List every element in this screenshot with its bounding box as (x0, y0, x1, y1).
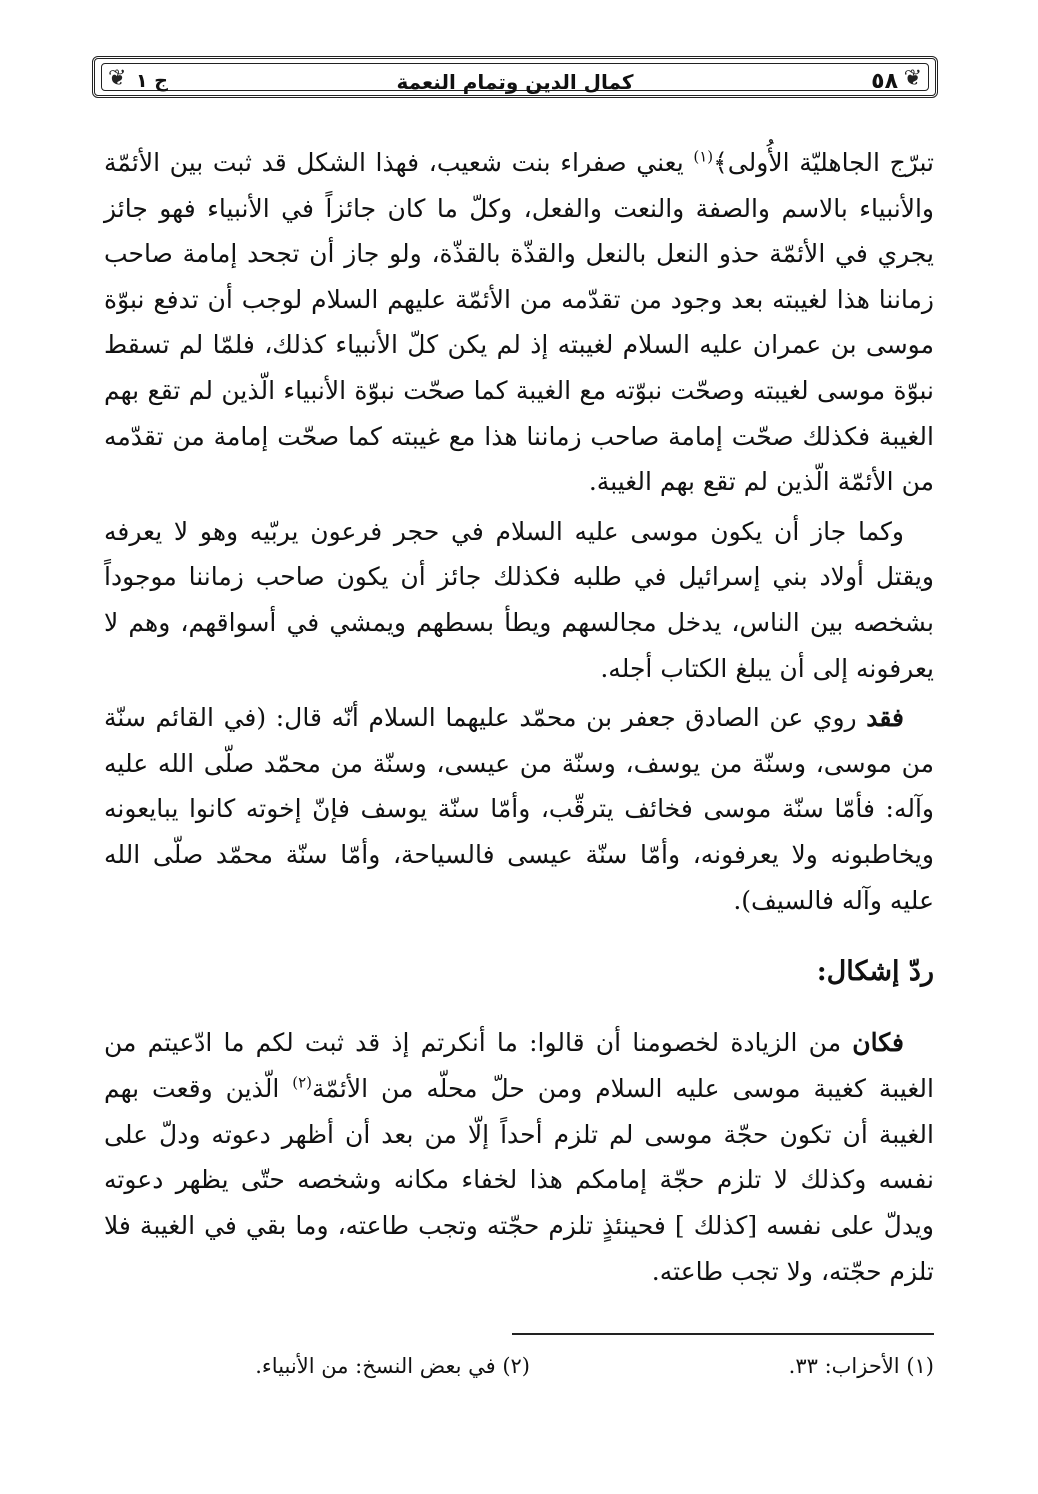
footnote-2: (٢) في بعض النسخ: من الأنبياء. (255, 1354, 530, 1378)
paragraph-2: وكما جاز أن يكون موسى عليه السلام في حجر فرعون يربّيه وهو لا يعرفه ويقتل أولاد بني إسرائيل في طلبه فكذلك جائز أن يكون صاحب زماننا موجوداً بشخصه بين الناس، يدخل مجالسهم ويطأ بسطهم ويمشي في أسواقهم، وهم لا يعرفونه إلى أن يبلغ الكتاب أجله. (104, 516, 934, 683)
footnote-divider (512, 1333, 934, 1335)
book-title: كمال الدين وتمام النعمة (396, 70, 634, 94)
section-heading: ردّ إشكال: (816, 956, 934, 987)
paragraph-3-text: روي عن الصادق جعفر بن محمّد عليهما السلام أنّه قال: (في القائم سنّة من موسى، وسنّة من يوسف، وسنّة من عيسى، وسنّة من محمّد صلّى الله عليه وآله: فأمّا سنّة موسى فخائف يترقّب، وأمّا سنّة يوسف فإنّ إخوته كانوا يبايعونه ويخاطبونه ولا يعرفونه، وأمّا سنّة عيسى فالسياحة، وأمّا سنّة محمّد صلّى الله عليه وآله فالسيف). (104, 703, 934, 915)
paragraph-3 (104, 695, 934, 923)
paragraph-1-text: يعني صفراء بنت شعيب، فهذا الشكل قد ثبت بين الأئمّة والأنبياء بالاسم والصفة والنعت والفعل، وكلّ ما كان جائزاً في الأنبياء فهو جائز يجري في الأئمّة حذو النعل بالنعل والقذّة بالقذّة، ولو جاز أن تجحد إمامة صاحب زماننا هذا لغيبته بعد وجود من تقدّمه من الأئمّة عليهم السلام لوجب أن تدفع نبوّة موسى بن عمران عليه السلام لغيبته إذ لم يكن كلّ الأنبياء كذلك، فلمّا لم تسقط نبوّة موسى لغيبته وصحّت نبوّته مع الغيبة كما صحّت نبوّة الأنبياء الّذين لم تقع بهم الغيبة فكذلك صحّت إمامة صاحب زماننا هذا مع غيبته كما صحّت إمامة من تقدّمه من الأئمّة الّذين لم تقع بهم الغيبة. (104, 148, 934, 497)
paragraph-4-text: من الزيادة لخصومنا أن قالوا: ما أنكرتم إذ قد ثبت لكم ما ادّعيتم من الغيبة كغيبة موسى عليه السلام ومن حلّ محلّه من الأئمّة (104, 1028, 934, 1103)
paragraph-4-lead: فكان (852, 1028, 904, 1057)
footnote-ref-1: (١) (693, 147, 714, 166)
paragraph-4 (104, 1020, 934, 1295)
header-frame (101, 63, 929, 94)
paragraph-1 (104, 140, 934, 505)
page-number: ٥٨ (871, 69, 898, 94)
paragraph-3-lead: فقد (866, 703, 904, 733)
quran-quote: تبرّج الجاهليّة الأُولى﴾ (713, 148, 935, 177)
main-text (104, 140, 934, 923)
ornament-left-icon: ❦ (108, 66, 127, 91)
page-header (92, 56, 938, 98)
ornament-right-icon: ❦ (903, 66, 922, 91)
footnote-1: (١) الأحزاب: ٣٣. (788, 1354, 934, 1378)
volume-label: ج ١ (136, 70, 168, 92)
footnote-ref-2: (٢) (292, 1073, 313, 1092)
section-text (104, 1020, 934, 1295)
paragraph-4-tail: الّذين وقعت بهم الغيبة أن تكون حجّة موسى لم تلزم أحداً إلّا من بعد أن أظهر دعوته ودلّ على نفسه وكذلك لا تلزم حجّة إمامكم هذا لخفاء مكانه وشخصه حتّى يظهر دعوته ويدلّ على نفسه [كذلك ] فحينئذٍ تلزم حجّته وتجب طاعته، وما بقي في الغيبة فلا تلزم حجّته، ولا تجب طاعته. (104, 1073, 934, 1286)
